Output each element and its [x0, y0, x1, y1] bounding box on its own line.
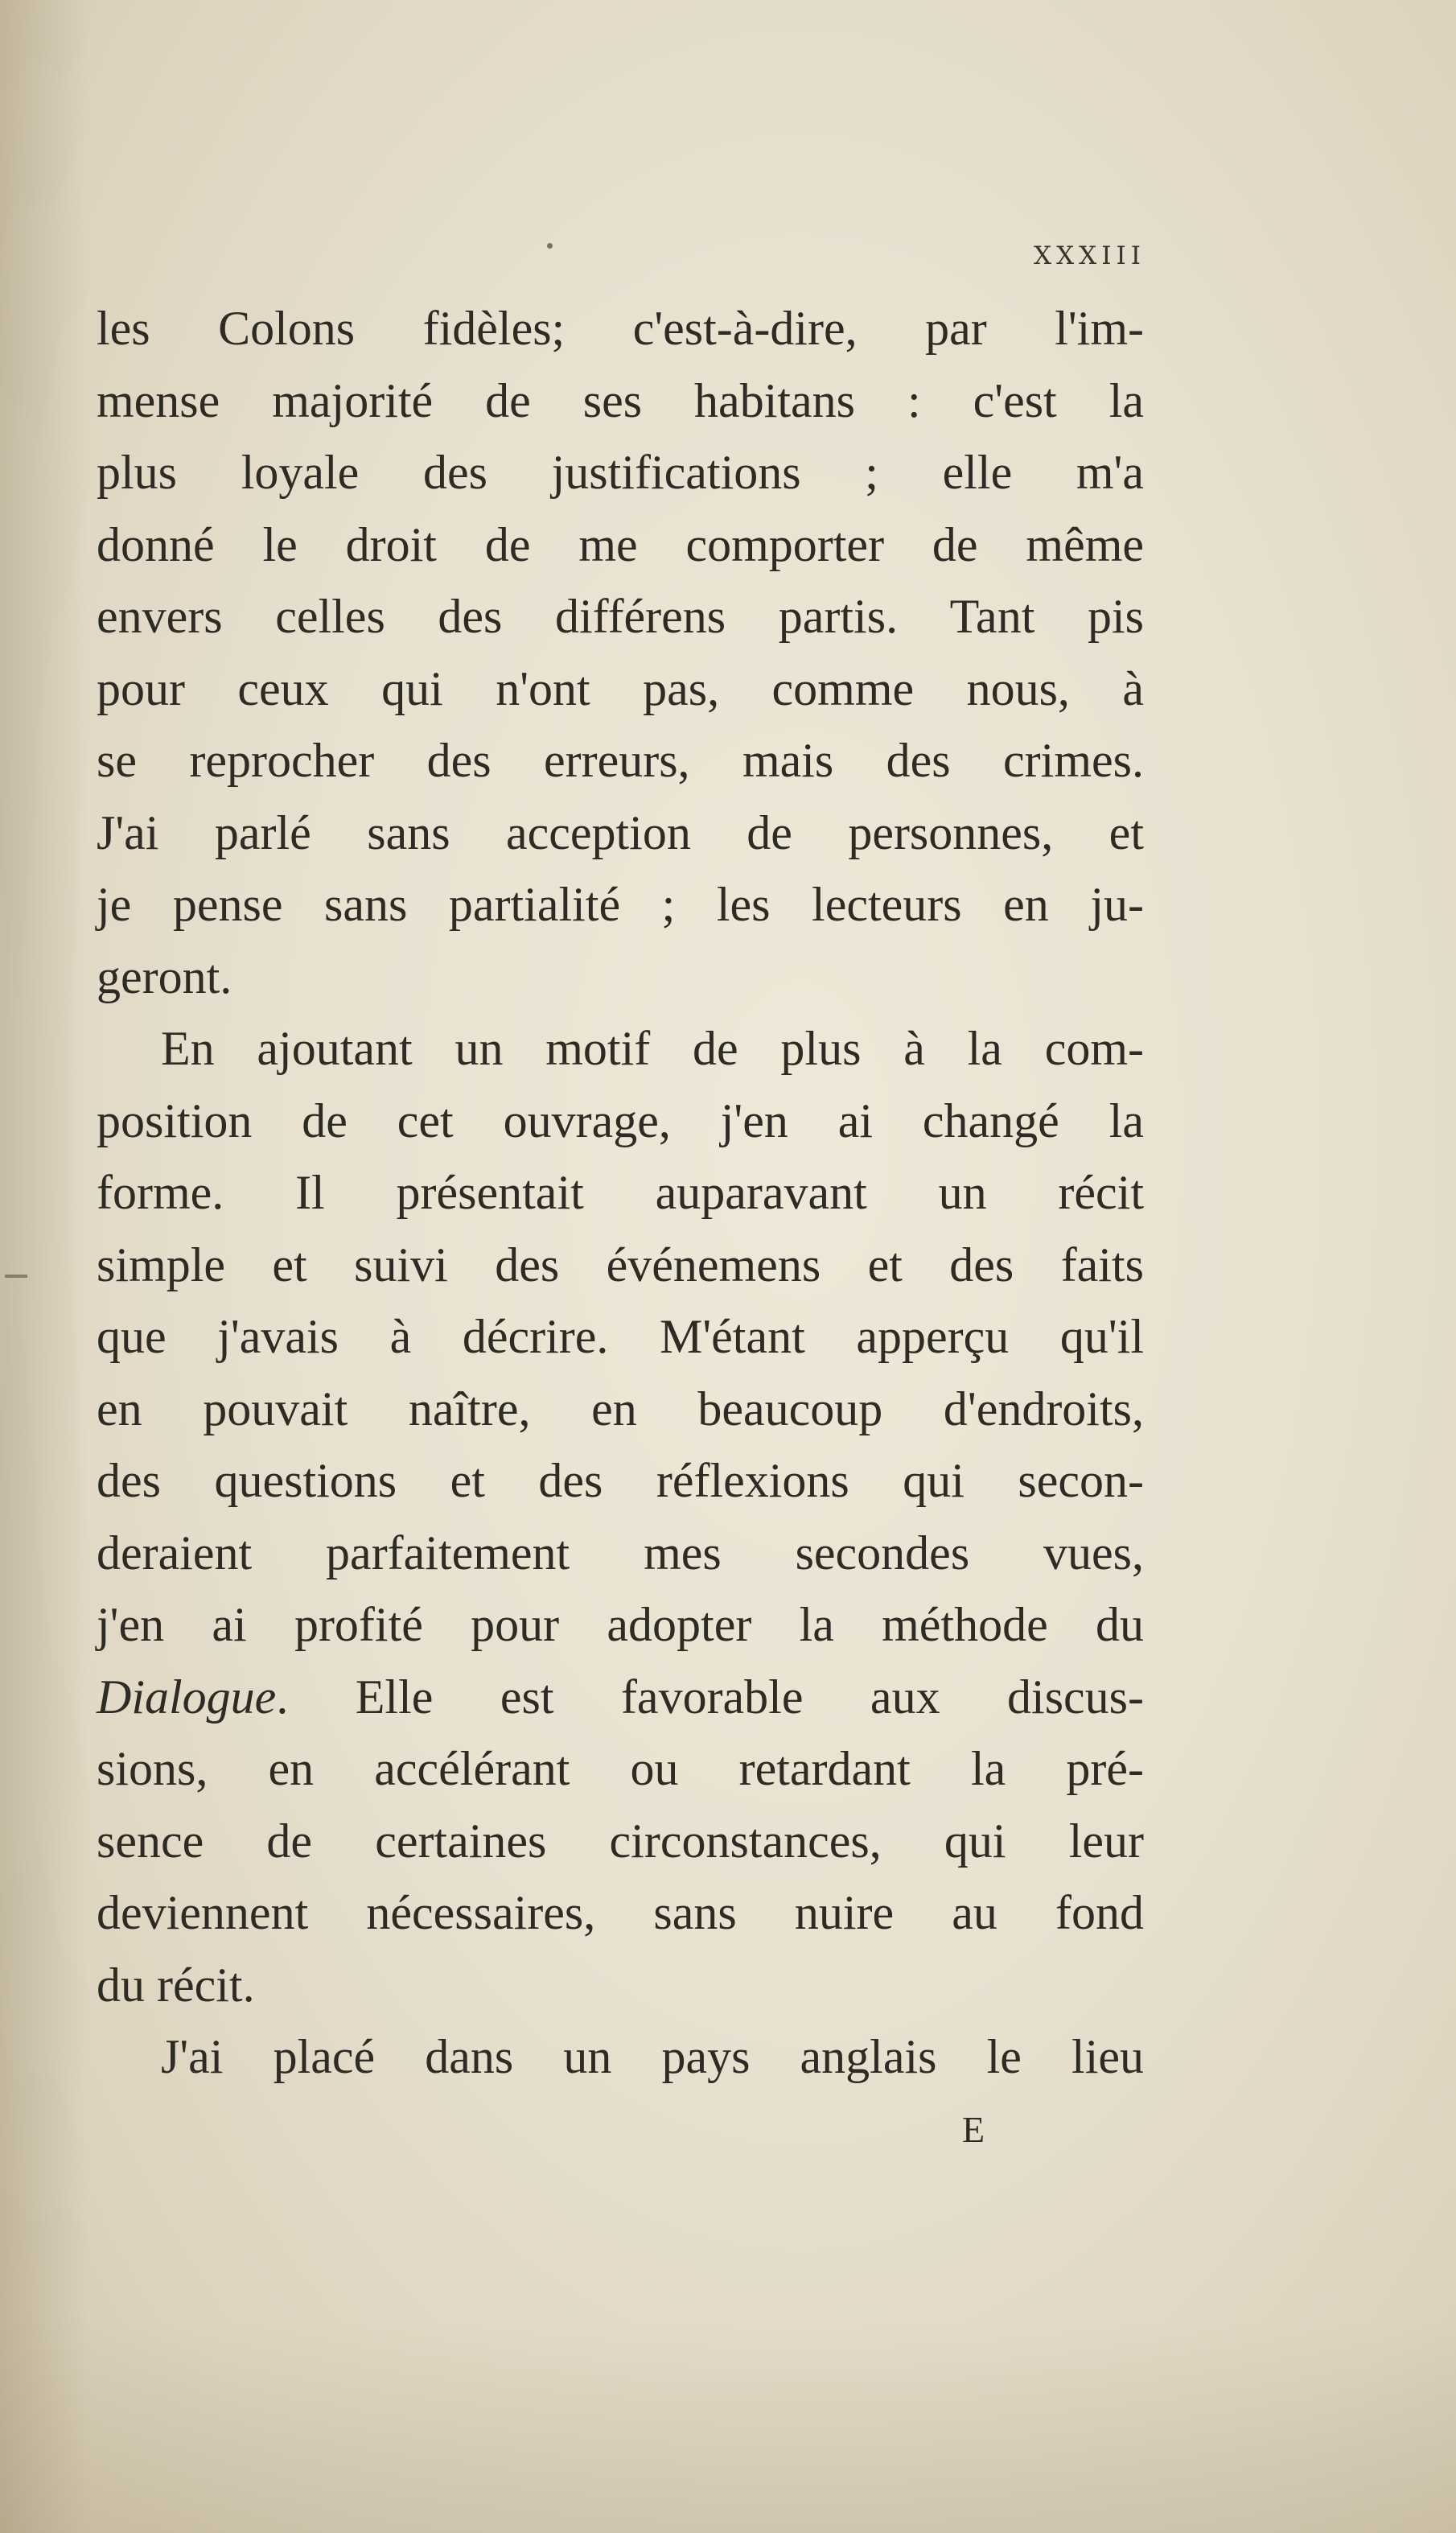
text-line: forme. Il présentait auparavant un récit — [97, 1166, 1144, 1219]
text-line: position de cet ouvrage, j'en ai changé la — [97, 1094, 1144, 1147]
text-line: envers celles des différens partis. Tant pis — [97, 590, 1144, 643]
body-text — [97, 293, 1144, 2094]
text-line: plus loyale des justifications ; elle m'a — [97, 446, 1144, 499]
text-line: simple et suivi des événemens et des faits — [97, 1238, 1144, 1291]
paragraph-1 — [97, 293, 1144, 1013]
page-number — [1034, 232, 1145, 273]
gutter-shadow — [0, 0, 88, 2533]
text-line: du récit. — [97, 1958, 255, 2012]
text-line: mense majorité de ses habitans : c'est la — [97, 373, 1144, 427]
text-line: sence de certaines circonstances, qui leur — [97, 1814, 1144, 1868]
text-line: geront. — [97, 949, 232, 1003]
paragraph-2 — [97, 1013, 1144, 2021]
text-fragment: . Elle est favorable aux discus- — [276, 1670, 1144, 1724]
text-line: donné le droit de me comporter de même — [97, 517, 1144, 571]
text-line: j'en ai profité pour adopter la méthode du — [97, 1598, 1144, 1651]
text-line: J'ai placé dans un pays anglais le lieu — [161, 2030, 1144, 2083]
text-line: que j'avais à décrire. M'étant apperçu qu'il — [97, 1310, 1144, 1363]
text-line: deraient parfaitement mes secondes vues, — [97, 1526, 1144, 1580]
text-line: se reprocher des erreurs, mais des crimes. — [97, 734, 1144, 787]
paragraph-3 — [97, 2021, 1144, 2094]
signature-mark: E — [962, 2109, 985, 2150]
bottom-shadow — [0, 2324, 1456, 2533]
text-line: les Colons fidèles; c'est-à-dire, par l'im- — [97, 302, 1144, 355]
text-line: en pouvait naître, en beaucoup d'endroits, — [97, 1382, 1144, 1435]
page-number-text: xxxiii — [1034, 232, 1145, 273]
text-line: J'ai parlé sans acception de personnes, et — [97, 805, 1144, 859]
text-line: pour ceux qui n'ont pas, comme nous, à — [97, 661, 1144, 715]
italic-word: Dialogue — [97, 1670, 277, 1724]
text-line: des questions et des réflexions qui secon- — [97, 1454, 1144, 1507]
text-line: En ajoutant un motif de plus à la com- — [161, 1022, 1144, 1075]
text-line: deviennent nécessaires, sans nuire au fond — [97, 1886, 1144, 1939]
ink-mark — [5, 1275, 27, 1278]
text-line-with-italic — [97, 1662, 1144, 1734]
text-line: je pense sans partialité ; les lecteurs en ju- — [97, 878, 1144, 931]
ink-speck — [547, 243, 553, 249]
text-line: sions, en accélérant ou retardant la pré- — [97, 1742, 1144, 1795]
